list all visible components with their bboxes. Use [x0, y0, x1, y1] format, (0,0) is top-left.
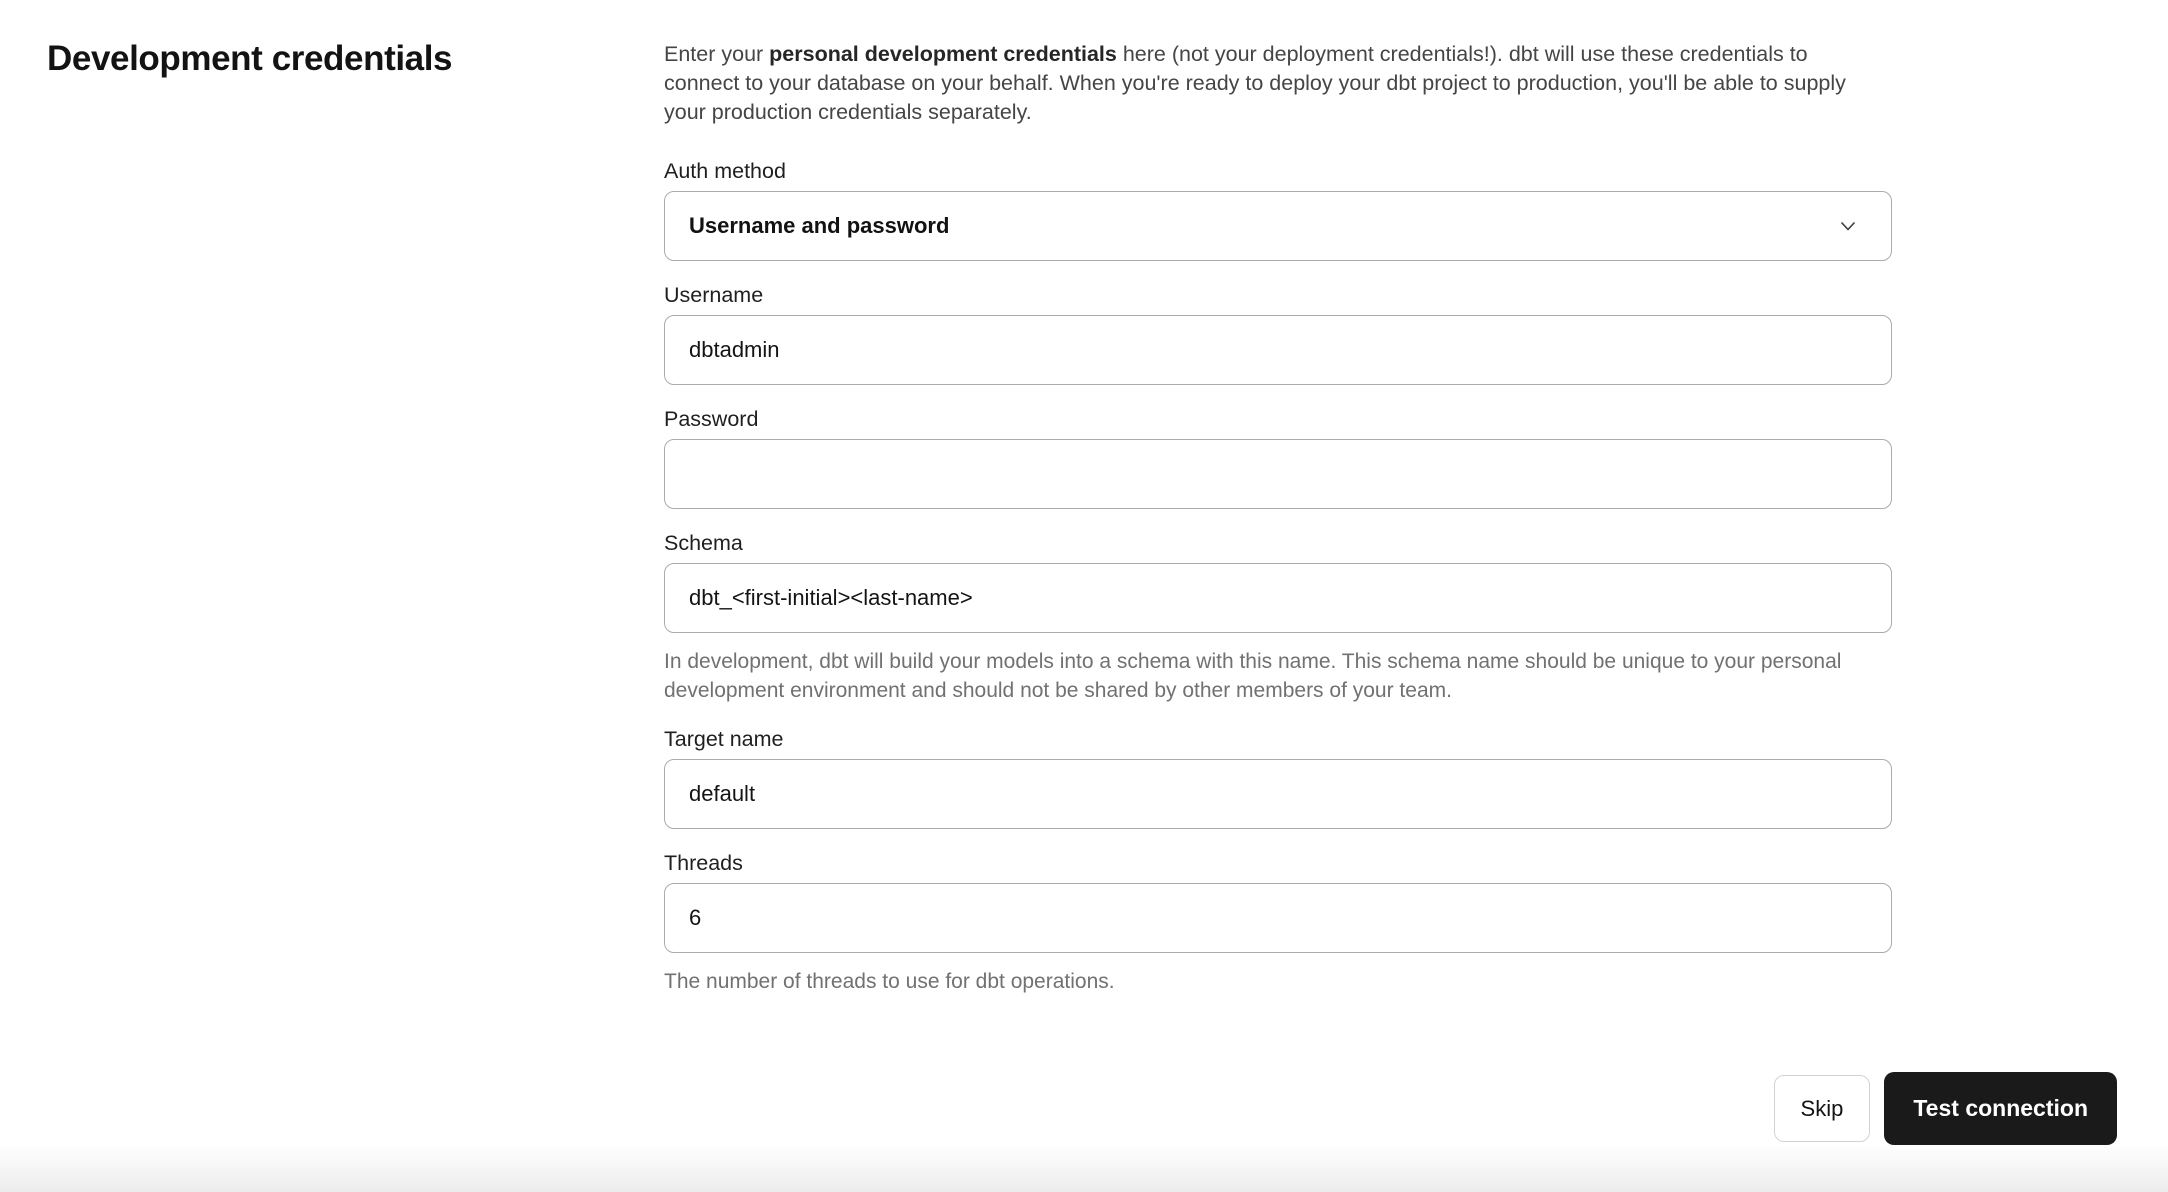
- footer-actions: [1774, 1072, 2117, 1145]
- test-connection-button[interactable]: Test connection: [1884, 1072, 2117, 1145]
- threads-helper-text: The number of threads to use for dbt operations.: [664, 970, 1115, 993]
- intro-text-start: Enter your: [664, 42, 770, 66]
- schema-group: [664, 531, 1924, 705]
- threads-input[interactable]: [664, 883, 1892, 953]
- intro-text-end: here (not your deployment credentials!). dbt will use these credentials to connect to your database on your behalf. When you're ready to deploy your dbt project to production, you'll be able to supply your production credentials separately.: [664, 42, 1846, 124]
- target-name-group: [664, 727, 1924, 829]
- schema-input[interactable]: [664, 563, 1892, 633]
- threads-label: Threads: [664, 851, 743, 875]
- username-input[interactable]: [664, 315, 1892, 385]
- intro-text: [664, 40, 1864, 127]
- intro-text-bold: personal development credentials: [769, 42, 1117, 66]
- credentials-form: [664, 40, 1924, 996]
- password-group: [664, 407, 1924, 509]
- username-label: Username: [664, 283, 764, 307]
- target-name-label: Target name: [664, 727, 784, 751]
- chevron-down-icon: [1837, 215, 1859, 237]
- auth-method-group: [664, 159, 1924, 261]
- password-label: Password: [664, 407, 759, 431]
- auth-method-select[interactable]: [664, 191, 1892, 261]
- schema-label: Schema: [664, 531, 743, 555]
- schema-helper-text: In development, dbt will build your models into a schema with this name. This schema name should be unique to your personal development environment and should not be shared by other members of your team.: [664, 650, 1842, 702]
- password-input[interactable]: [664, 439, 1892, 509]
- target-name-input[interactable]: [664, 759, 1892, 829]
- skip-button[interactable]: Skip: [1774, 1075, 1871, 1142]
- username-group: [664, 283, 1924, 385]
- page-bottom-fade: [0, 1144, 2168, 1192]
- auth-method-selected-value: Username and password: [689, 213, 950, 238]
- page-title: Development credentials: [47, 39, 453, 78]
- auth-method-label: Auth method: [664, 159, 786, 183]
- threads-group: [664, 851, 1924, 996]
